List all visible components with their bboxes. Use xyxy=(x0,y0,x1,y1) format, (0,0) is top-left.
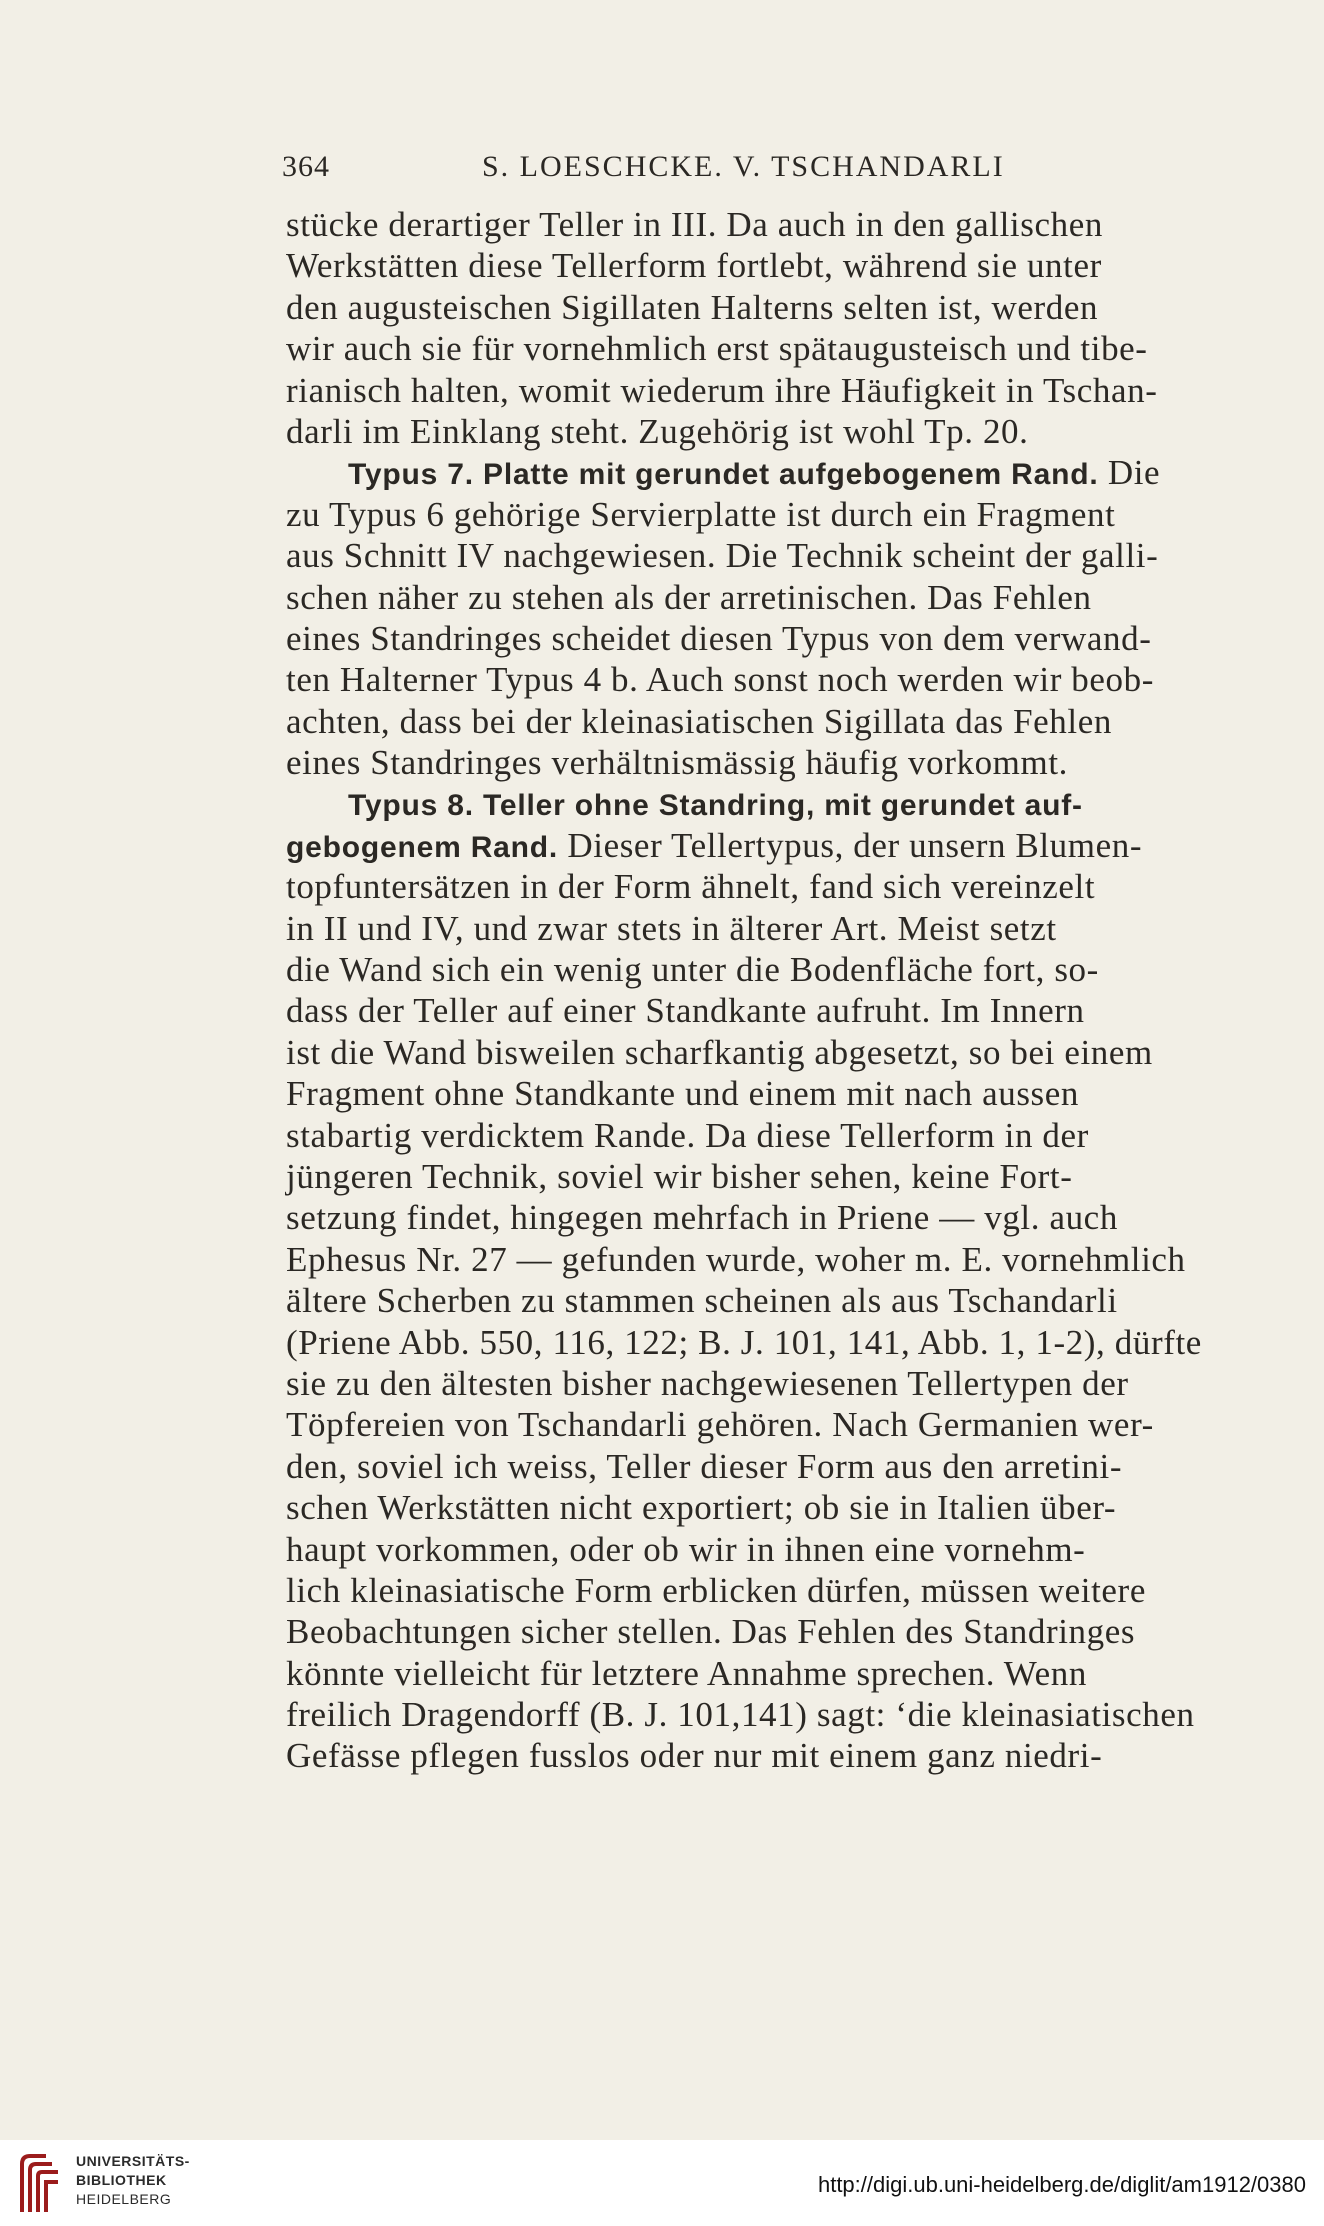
line-text: wir auch sie für vornehmlich erst spätaugusteisch und tibe- xyxy=(286,329,1148,369)
text-line xyxy=(286,990,1266,1031)
line-text: in II und IV, und zwar stets in älterer Art. Meist setzt xyxy=(286,908,1057,948)
text-line xyxy=(286,328,1266,369)
line-text: topfuntersätzen in der Form ähnelt, fand sich vereinzelt xyxy=(286,867,1096,907)
bold-heading: Typus 8. Teller ohne Standring, mit gerundet auf- xyxy=(348,789,1083,823)
text-line xyxy=(286,245,1266,286)
line-text: sie zu den ältesten bisher nachgewiesenen Tellertypen der xyxy=(286,1363,1129,1403)
text-line xyxy=(286,1032,1266,1073)
line-text: Ephesus Nr. 27 — gefunden wurde, woher m. E. vornehmlich xyxy=(286,1239,1186,1279)
text-line xyxy=(286,618,1266,659)
line-text: Töpfereien von Tschandarli gehören. Nach Germanien wer- xyxy=(286,1405,1154,1445)
bold-heading: gebogenem Rand. xyxy=(286,830,559,864)
text-line xyxy=(286,1363,1266,1404)
text-line xyxy=(286,1487,1266,1528)
line-text: freilich Dragendorff (B. J. 101,141) sagt: ‘die kleinasiatischen xyxy=(286,1695,1195,1735)
line-text: schen näher zu stehen als der arretinischen. Das Fehlen xyxy=(286,577,1092,617)
page-header xyxy=(282,150,1042,194)
text-line xyxy=(286,1404,1266,1445)
body-text xyxy=(286,204,1266,1777)
text-line xyxy=(286,452,1266,493)
line-text: Beobachtungen sicher stellen. Das Fehlen des Standringes xyxy=(286,1612,1136,1652)
line-text: darli im Einklang steht. Zugehörig ist wohl Tp. 20. xyxy=(286,411,1029,451)
line-text: den, soviel ich weiss, Teller dieser Form aus den arretini- xyxy=(286,1446,1123,1486)
footer xyxy=(0,2140,1324,2226)
text-line xyxy=(286,1322,1266,1363)
line-text: setzung findet, hingegen mehrfach in Priene — vgl. auch xyxy=(286,1198,1118,1238)
text-line xyxy=(286,411,1266,452)
text-line xyxy=(286,204,1266,245)
line-text: achten, dass bei der kleinasiatischen Sigillata das Fehlen xyxy=(286,701,1112,741)
line-text: schen Werkstätten nicht exportiert; ob sie in Italien über- xyxy=(286,1488,1117,1528)
line-text: dass der Teller auf einer Standkante aufruht. Im Innern xyxy=(286,991,1085,1031)
text-line xyxy=(286,659,1266,700)
text-line xyxy=(286,1115,1266,1156)
line-text: haupt vorkommen, oder ob wir in ihnen eine vornehm- xyxy=(286,1529,1086,1569)
text-line xyxy=(286,949,1266,990)
text-line xyxy=(286,825,1266,866)
line-text: (Priene Abb. 550, 116, 122; B. J. 101, 141, Abb. 1, 1-2), dürfte xyxy=(286,1322,1202,1362)
line-text: die Wand sich ein wenig unter die Bodenfläche fort, so- xyxy=(286,950,1099,990)
text-line xyxy=(286,1156,1266,1197)
text-line xyxy=(286,1653,1266,1694)
text-line xyxy=(286,1073,1266,1114)
text-line xyxy=(286,701,1266,742)
line-text: stücke derartiger Teller in III. Da auch in den gallischen xyxy=(286,205,1103,244)
line-text: eines Standringes scheidet diesen Typus von dem verwand- xyxy=(286,618,1152,658)
text-line xyxy=(286,1529,1266,1570)
library-logo-icon xyxy=(16,2150,64,2216)
line-text: zu Typus 6 gehörige Servierplatte ist durch ein Fragment xyxy=(286,494,1116,534)
library-logo-text xyxy=(76,2152,190,2209)
text-line xyxy=(286,494,1266,535)
line-text: könnte vielleicht für letztere Annahme sprechen. Wenn xyxy=(286,1653,1087,1693)
line-text: Werkstätten diese Tellerform fortlebt, während sie unter xyxy=(286,246,1102,286)
bold-heading: Typus 7. Platte mit gerundet aufgebogenem Rand. xyxy=(348,458,1099,492)
logo-line-1: UNIVERSITÄTS- xyxy=(76,2153,190,2169)
line-text: rianisch halten, womit wiederum ihre Häufigkeit in Tschan- xyxy=(286,370,1158,410)
logo-line-2: BIBLIOTHEK xyxy=(76,2172,167,2188)
text-line xyxy=(286,1239,1266,1280)
text-line xyxy=(286,1570,1266,1611)
text-line xyxy=(286,1694,1266,1735)
logo-line-3: HEIDELBERG xyxy=(76,2191,172,2207)
text-line xyxy=(286,742,1266,783)
text-line xyxy=(286,535,1266,576)
line-text: ältere Scherben zu stammen scheinen als aus Tschandarli xyxy=(286,1281,1118,1321)
text-line xyxy=(286,1280,1266,1321)
line-text: den augusteischen Sigillaten Halterns selten ist, werden xyxy=(286,287,1099,327)
text-line xyxy=(286,1446,1266,1487)
text-line xyxy=(286,1735,1266,1776)
line-text: Dieser Tellertypus, der unsern Blumen- xyxy=(558,825,1143,865)
source-url-link[interactable]: http://digi.ub.uni-heidelberg.de/diglit/am1912/0380 xyxy=(817,2172,1306,2197)
line-text: Gefässe pflegen fusslos oder nur mit einem ganz niedri- xyxy=(286,1736,1103,1776)
line-text: Die xyxy=(1098,453,1161,493)
text-line xyxy=(286,287,1266,328)
page-number: 364 xyxy=(282,150,330,183)
line-text: Fragment ohne Standkante und einem mit nach aussen xyxy=(286,1074,1080,1114)
text-line xyxy=(286,1611,1266,1652)
text-line xyxy=(286,370,1266,411)
text-line xyxy=(286,866,1266,907)
text-line xyxy=(286,1197,1266,1238)
line-text: stabartig verdicktem Rande. Da diese Tellerform in der xyxy=(286,1115,1089,1155)
line-text: jüngeren Technik, soviel wir bisher sehen, keine Fort- xyxy=(286,1156,1073,1196)
running-head: S. LOESCHCKE. V. TSCHANDARLI xyxy=(482,150,1005,183)
text-line xyxy=(286,577,1266,618)
line-text: lich kleinasiatische Form erblicken dürfen, müssen weitere xyxy=(286,1570,1146,1610)
text-line xyxy=(286,908,1266,949)
line-text: eines Standringes verhältnismässig häufig vorkommt. xyxy=(286,743,1069,783)
text-line xyxy=(286,783,1266,824)
line-text: ist die Wand bisweilen scharfkantig abgesetzt, so bei einem xyxy=(286,1032,1153,1072)
line-text: ten Halterner Typus 4 b. Auch sonst noch werden wir beob- xyxy=(286,660,1154,700)
line-text: aus Schnitt IV nachgewiesen. Die Technik scheint der galli- xyxy=(286,536,1159,576)
